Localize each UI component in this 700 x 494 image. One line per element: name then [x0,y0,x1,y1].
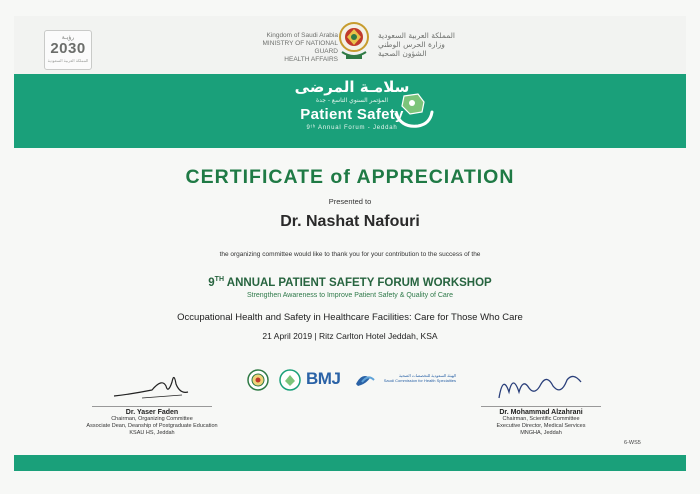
national-guard-emblem-icon [336,20,372,64]
ministry-seal-logo-icon [247,369,269,391]
scfhs-en: Saudi Commission for Health Specialties [383,378,456,383]
presented-to-label: Presented to [328,197,372,206]
right-signature-line [481,406,601,407]
vision-2030-logo [44,30,92,70]
left-signature-line [92,406,212,407]
event-date-venue: 21 April 2019 | Ritz Carlton Hotel Jeddah, KSA [262,331,438,341]
ministry-ar-line: المملكة العربية السعودية [378,31,455,40]
workshop-topic: Occupational Health and Safety in Healthcare Facilities: Care for Those Who Care [177,312,523,323]
vision-ar-text: رؤيـة [61,34,75,41]
right-signatory [451,409,631,437]
certificate-code: 6-WS5 [624,440,641,446]
patient-safety-logo-icon [388,84,436,132]
left-signatory-title: KSAU HS, Jeddah [129,430,175,436]
footer-green-band [14,455,686,471]
recipient-name: Dr. Nashat Nafouri [280,213,420,230]
right-signatory-title: MNGHA, Jeddah [520,430,562,436]
vision-sub-text: المملكة العربية السعودية [47,58,89,63]
vision-number: 2030 [50,40,86,57]
right-signatory-name: Dr. Mohammad Alzahrani [499,409,583,416]
ministry-en-line: HEALTH AFFAIRS [284,56,338,63]
left-signature-icon [112,368,192,404]
ministry-ar-line: الشؤون الصحية [378,49,427,58]
ministry-ar-line: وزارة الحرس الوطني [378,40,445,49]
workshop-ordinal: TH [214,276,225,283]
workshop-title [0,276,700,289]
certificate-title: CERTIFICATE of APPRECIATION [185,166,515,188]
scfhs-label [372,373,456,383]
bmj-logo: BMJ [306,369,341,388]
event-title-arabic: سلامـة المرضى [294,78,410,96]
scfhs-ar: الهيئة السعودية للتخصصات الصحية [399,373,456,378]
ministry-arabic [378,31,472,58]
right-signatory-title: Executive Director, Medical Services [496,423,586,429]
workshop-name: ANNUAL PATIENT SAFETY FORUM WORKSHOP [224,276,492,289]
workshop-theme: Strengthen Awareness to Improve Patient Safety & Quality of Care [246,292,454,299]
left-signatory-name: Dr. Yaser Faden [125,409,179,416]
event-forum-label: 9ᵗʰ Annual Forum - Jeddah [306,125,398,131]
left-signatory [62,409,242,437]
workshop-number: 9 [208,276,215,289]
left-signatory-title: Chairman, Organizing Committee [111,416,193,422]
ministry-en-line: Kingdom of Saudi Arabia [266,32,338,39]
right-signature-icon [495,368,585,404]
right-signatory-title: Chairman, Scientific Committee [502,416,580,422]
ministry-en-line: MINISTRY OF NATIONAL GUARD [262,40,338,55]
ministry-english [238,32,338,64]
event-subtitle-arabic: المؤتمر السنوي التاسع - جدة [315,97,389,104]
thanks-text: the organizing committee would like to thank you for your contribution to the success of the [219,251,481,258]
left-signatory-title: Associate Dean, Deanship of Postgraduate Education [86,423,218,429]
event-title-english: Patient Safety [300,106,404,123]
patient-safety-seal-logo-icon [279,369,301,391]
